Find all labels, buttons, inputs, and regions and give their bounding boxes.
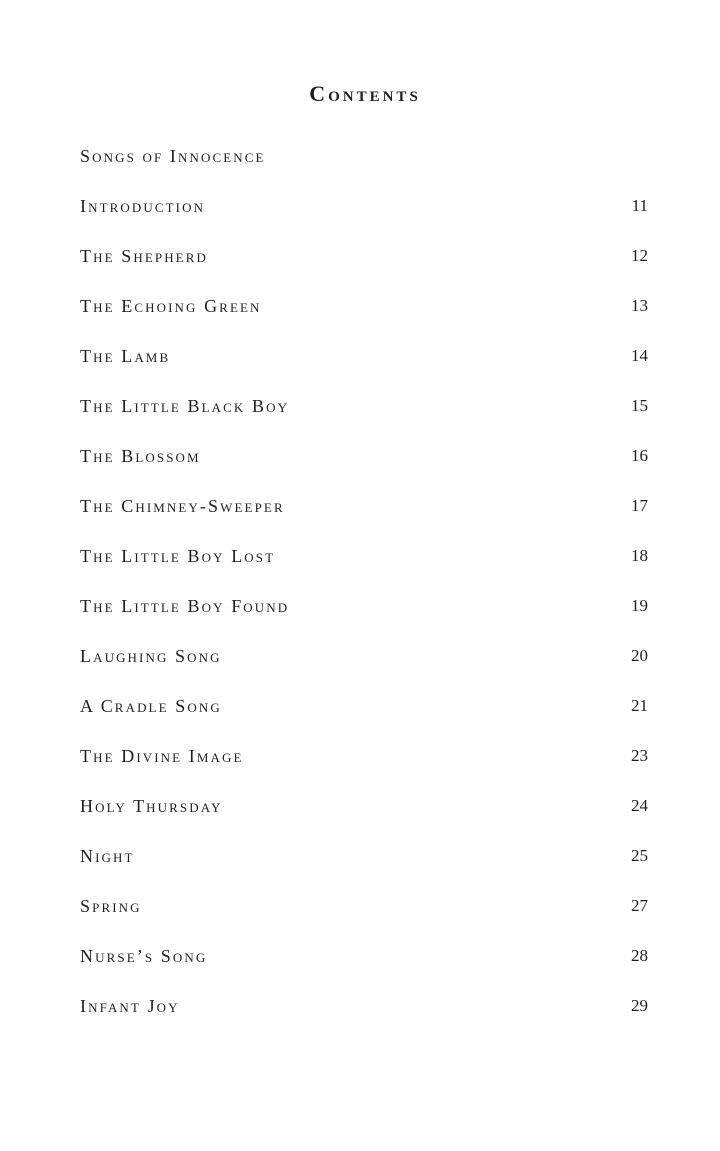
toc-entry-title: The Blossom [80, 446, 201, 466]
toc-entry-title: Nurse’s Song [80, 946, 208, 966]
toc-entry-introduction[interactable] [80, 191, 650, 241]
toc-entry-the-little-boy-lost[interactable] [80, 541, 650, 591]
toc-entry-page-number: 12 [631, 246, 648, 265]
toc-entry-the-little-black-boy[interactable] [80, 391, 650, 441]
toc-entry-the-shepherd[interactable] [80, 241, 650, 291]
toc-entry-the-blossom[interactable] [80, 441, 650, 491]
toc-entry-page-number: 21 [631, 696, 648, 715]
toc-entry-title: The Little Boy Lost [80, 546, 276, 566]
toc-entry-title: Infant Joy [80, 996, 180, 1016]
toc-entry-page-number: 25 [631, 846, 648, 865]
toc-entry-spring[interactable] [80, 891, 650, 941]
toc-entry-title: The Divine Image [80, 746, 244, 766]
toc-entry-a-cradle-song[interactable] [80, 691, 650, 741]
toc-entry-night[interactable] [80, 841, 650, 891]
toc-entry-the-divine-image[interactable] [80, 741, 650, 791]
toc-entry-title: A Cradle Song [80, 696, 222, 716]
toc-entry-page-number: 15 [631, 396, 648, 415]
toc-entry-page-number: 24 [631, 796, 648, 815]
toc-entry-page-number: 14 [631, 346, 648, 365]
toc-entry-title: The Little Black Boy [80, 396, 290, 416]
toc-entry-page-number: 17 [631, 496, 648, 515]
toc-entry-page-number: 20 [631, 646, 648, 665]
toc-entry-page-number: 11 [631, 196, 648, 215]
section-heading: Songs of Innocence [80, 146, 266, 166]
toc-entry-nurses-song[interactable] [80, 941, 650, 991]
toc-entry-page-number: 16 [631, 446, 648, 465]
toc-entry-the-lamb[interactable] [80, 341, 650, 391]
toc-entry-title: Introduction [80, 196, 206, 216]
toc-entry-page-number: 18 [631, 546, 648, 565]
toc-entry-page-number: 29 [631, 996, 648, 1015]
toc-entry-title: Spring [80, 896, 142, 916]
toc-entry-title: The Shepherd [80, 246, 208, 266]
toc-entry-the-chimney-sweeper[interactable] [80, 491, 650, 541]
toc-entry-title: The Echoing Green [80, 296, 262, 316]
toc-entry-title: Holy Thursday [80, 796, 223, 816]
page-title: Contents [309, 80, 421, 106]
toc-entry-title: The Little Boy Found [80, 596, 290, 616]
toc-entry-infant-joy[interactable] [80, 991, 650, 1041]
toc-entry-page-number: 19 [631, 596, 648, 615]
toc-entry-holy-thursday[interactable] [80, 791, 650, 841]
toc-list [80, 191, 650, 1041]
toc-entry-page-number: 27 [631, 896, 648, 915]
toc-entry-title: The Lamb [80, 346, 171, 366]
toc-entry-page-number: 23 [631, 746, 648, 765]
toc-entry-title: Laughing Song [80, 646, 222, 666]
toc-entry-title: Night [80, 846, 135, 866]
toc-entry-page-number: 13 [631, 296, 648, 315]
toc-entry-the-little-boy-found[interactable] [80, 591, 650, 641]
toc-entry-page-number: 28 [631, 946, 648, 965]
toc-entry-the-echoing-green[interactable] [80, 291, 650, 341]
toc-entry-title: The Chimney-Sweeper [80, 496, 285, 516]
toc-entry-laughing-song[interactable] [80, 641, 650, 691]
